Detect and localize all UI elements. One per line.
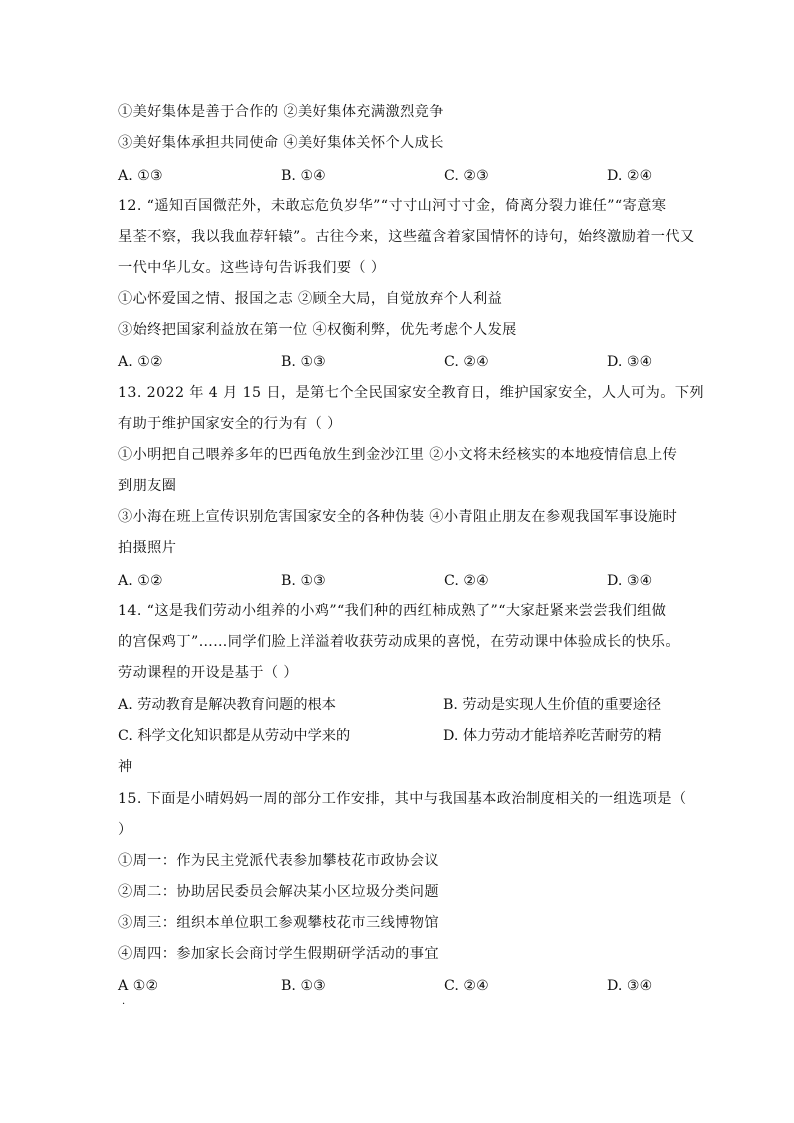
q14-option-d-tail: 神: [118, 759, 133, 775]
q15-option-d[interactable]: D. ③④: [607, 978, 653, 994]
q12-stem-line-2: 星荃不察，我以我血荐轩辕”。古往今来，这些蕴含着家国情怀的诗句，始终激励着一代又: [118, 229, 695, 245]
q13-statement-2: ③小海在班上宣传识别危害国家安全的各种伪装 ④小青阻止朋友在参观我国军事设施时: [118, 509, 678, 525]
q13-stem-line-2: 有助于维护国家安全的行为有（ ）: [118, 416, 342, 432]
q14-options-row-2: [118, 726, 684, 746]
q12-option-a[interactable]: A. ①②: [118, 354, 163, 370]
q11-option-a[interactable]: A. ①③: [118, 168, 163, 184]
q15-options: [118, 976, 684, 996]
q13-option-d[interactable]: D. ③④: [607, 573, 653, 589]
q12-options: [118, 352, 684, 372]
q13-statement-2-cont: 拍摄照片: [118, 540, 177, 556]
q15-statement-3: ③周三：组织本单位职工参观攀枝花市三线博物馆: [118, 915, 439, 931]
q11-option-c[interactable]: C. ②③: [444, 168, 489, 184]
q13-options: [118, 571, 684, 591]
q13-option-c[interactable]: C. ②④: [444, 573, 489, 589]
q13-option-a[interactable]: A. ①②: [118, 573, 163, 589]
q14-options-row-1: [118, 695, 684, 715]
q12-stem-line-3: 一代中华儿女。这些诗句告诉我们要（ ）: [118, 260, 386, 276]
q14-stem-line-3: 劳动课程的开设是基于（ ）: [118, 665, 298, 681]
q12-statement-1: ①心怀爱国之情、报国之志 ②顾全大局，自觉放弃个人利益: [118, 291, 503, 307]
q15-statement-4: ④周四：参加家长会商讨学生假期研学活动的事宜: [118, 946, 439, 962]
stray-dot: ·: [122, 999, 126, 1010]
q15-option-a[interactable]: A ①②: [118, 978, 159, 994]
q12-statement-2: ③始终把国家利益放在第一位 ④权衡利弊，优先考虑个人发展: [118, 322, 517, 338]
q11-option-b[interactable]: B. ①④: [281, 168, 326, 184]
q14-stem-line-2: 的宫保鸡丁”……同学们脸上洋溢着收获劳动成果的喜悦，在劳动课中体验成长的快乐。: [118, 634, 680, 650]
q13-option-b[interactable]: B. ①③: [281, 573, 326, 589]
q14-option-a[interactable]: A. 劳动教育是解决教育问题的根本: [118, 697, 336, 713]
q13-statement-1-cont: 到朋友圈: [118, 478, 177, 494]
q12-option-c[interactable]: C. ②④: [444, 354, 489, 370]
q11-statement-2: ③美好集体承担共同使命 ④美好集体关怀个人成长: [118, 135, 444, 151]
q15-stem-line-1: 15. 下面是小晴妈妈一周的部分工作安排，其中与我国基本政治制度相关的一组选项是（: [118, 791, 687, 807]
q14-option-b[interactable]: B. 劳动是实现人生价值的重要途径: [443, 697, 662, 713]
q15-statement-2: ②周二：协助居民委员会解决某小区垃圾分类问题: [118, 884, 439, 900]
q14-option-d[interactable]: D. 体力劳动才能培养吃苦耐劳的精: [443, 728, 662, 744]
q11-options: [118, 166, 684, 186]
q15-stem-line-2: ）: [118, 822, 133, 838]
q15-option-c[interactable]: C. ②④: [444, 978, 489, 994]
q14-stem-line-1: 14. “这是我们劳动小组养的小鸡”“我们种的西红柿成熟了”“大家赶紧来尝尝我们组做: [118, 603, 667, 619]
q12-option-d[interactable]: D. ③④: [607, 354, 653, 370]
q14-option-c[interactable]: C. 科学文化知识都是从劳动中学来的: [118, 728, 351, 744]
q12-option-b[interactable]: B. ①③: [281, 354, 326, 370]
q15-option-b[interactable]: B. ①③: [281, 978, 326, 994]
q13-stem-line-1: 13. 2022 年 4 月 15 日，是第七个全民国家安全教育日，维护国家安全，人人可为。下列: [118, 385, 705, 401]
q15-statement-1: ①周一：作为民主党派代表参加攀枝花市政协会议: [118, 853, 439, 869]
q11-statement-1: ①美好集体是善于合作的 ②美好集体充满激烈竞争: [118, 104, 444, 120]
q13-statement-1: ①小明把自己喂养多年的巴西龟放生到金沙江里 ②小文将未经核实的本地疫情信息上传: [118, 447, 678, 463]
q12-stem-line-1: 12. “遥知百国微茫外，未敢忘危负岁华”“寸寸山河寸寸金，倚离分裂力谁任”“寄意寒: [118, 198, 667, 214]
q11-option-d[interactable]: D. ②④: [607, 168, 653, 184]
